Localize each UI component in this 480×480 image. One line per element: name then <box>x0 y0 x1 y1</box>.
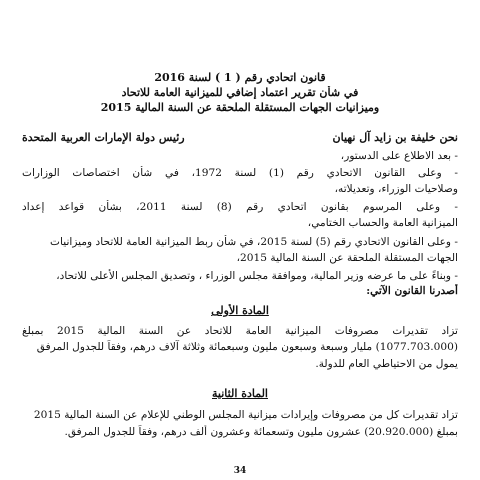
preamble-line: - وعلى القانون الاتحادي رقم (1) لسنة 1972، في شأن اختصاصات الوزارات <box>22 167 458 179</box>
article-2-line: بمبلغ (20.920.000) عشرون مليون وتسعمائة وعشرون ألف درهم، وفقاً للجدول المرفق. <box>64 426 458 438</box>
page-footer: 34 <box>233 466 247 476</box>
preamble-line: وصلاحيات الوزراء، وتعديلاته، <box>334 183 458 195</box>
issuer-name: نحن خليفة بن زايد آل نهيان <box>332 131 458 144</box>
issuer-position: رئيس دولة الإمارات العربية المتحدة <box>22 131 185 144</box>
preamble-line: الميزانية العامة والحساب الختامي، <box>307 217 458 229</box>
law-title-scope: وميزانيات الجهات المستقلة الملحقة عن السنة المالية 2015 <box>100 101 380 114</box>
article-1-line: تزاد تقديرات مصروفات الميزانية العامة للاتحاد عن السنة المالية 2015 بمبلغ <box>22 325 458 337</box>
preamble-line: الجهات المستقلة الملحقة عن السنة المالية 2015، <box>236 252 458 264</box>
article-2-line: تزاد تقديرات كل من مصروفات وإيرادات ميزانية المجلس الوطني للإعلام عن السنة المالية 2015 <box>33 409 458 421</box>
enactment-clause: أصدرنا القانون الآتي: <box>366 285 458 297</box>
article-1-line: يمول من الاحتياطي العام للدولة. <box>315 358 458 370</box>
preamble-line: - وعلى القانون الاتحادي رقم (5) لسنة 2015، في شأن ربط الميزانية العامة للاتحاد وميزانيات <box>50 236 458 248</box>
law-title-subject: في شأن تقرير اعتماد إضافي للميزانية العامة للاتحاد <box>121 86 359 99</box>
preamble-line: - وعلى المرسوم بقانون اتحادي رقم (8) لسنة 2011، بشأن قواعد إعداد <box>22 201 458 213</box>
preamble-line: - بعد الاطلاع على الدستور، <box>340 150 458 162</box>
article-2-heading: المادة الثانية <box>212 387 268 400</box>
law-title-number: قانون اتحادي رقم ( 1 ) لسنة 2016 <box>154 71 326 84</box>
article-1-heading: المادة الأولى <box>211 304 269 317</box>
article-1-line: (1077.703.000) مليار وسبعة وسبعون مليون وسبعمائة وثلاثة آلاف درهم، وفقاً للجدول المرفق <box>36 341 458 353</box>
preamble-line: - وبناءً على ما عرضه وزير المالية، وموافقة مجلس الوزراء ، وتصديق المجلس الأعلى للاتحاد، <box>56 270 458 282</box>
